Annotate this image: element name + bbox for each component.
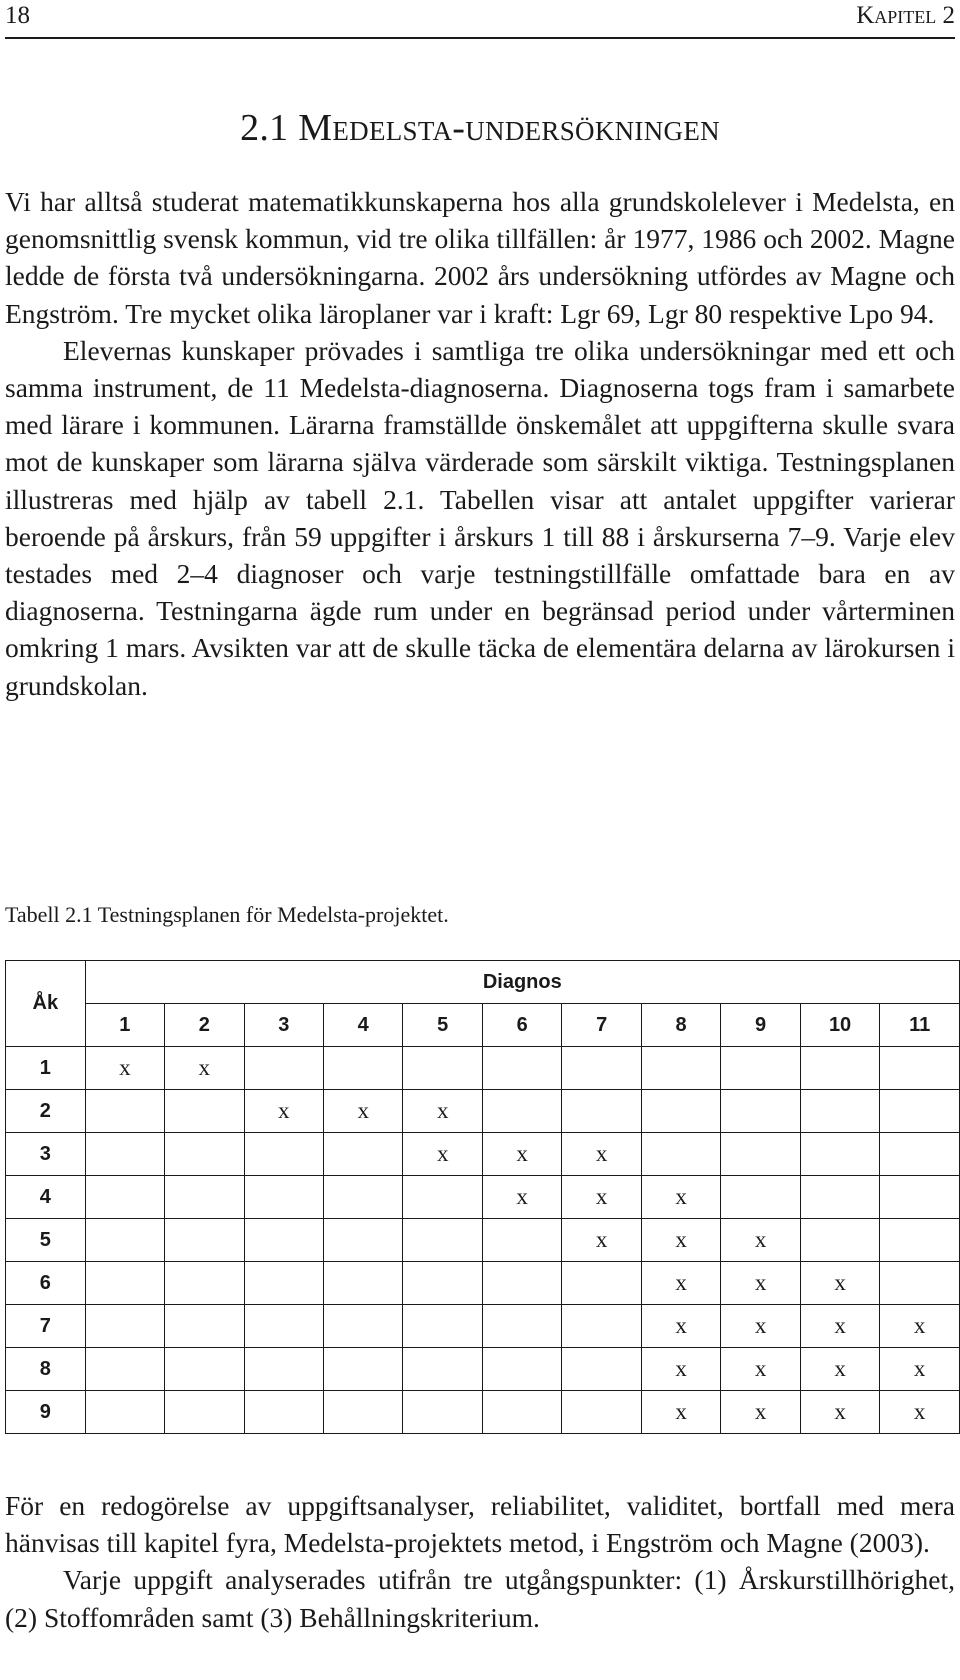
grade-label: 7 [6, 1305, 86, 1348]
empty-cell [562, 1047, 641, 1090]
empty-cell [244, 1262, 323, 1305]
empty-cell [403, 1219, 482, 1262]
grade-label: 8 [6, 1348, 86, 1391]
empty-cell [85, 1305, 164, 1348]
diagnosis-number-header: 1 [85, 1004, 164, 1047]
empty-cell [880, 1133, 960, 1176]
diagnosis-mark-cell: x [641, 1262, 720, 1305]
empty-cell [165, 1348, 244, 1391]
diagnosis-number-header: 8 [641, 1004, 720, 1047]
empty-cell [721, 1090, 800, 1133]
empty-cell [85, 1133, 164, 1176]
grade-label: 1 [6, 1047, 86, 1090]
diagnosis-number-header: 6 [482, 1004, 561, 1047]
diagnosis-mark-cell: x [562, 1133, 641, 1176]
table-header-row [6, 961, 960, 1004]
empty-cell [641, 1047, 720, 1090]
empty-cell [482, 1262, 561, 1305]
empty-cell [85, 1090, 164, 1133]
empty-cell [880, 1047, 960, 1090]
empty-cell [244, 1305, 323, 1348]
empty-cell [403, 1391, 482, 1434]
empty-cell [562, 1090, 641, 1133]
grade-column-header: Åk [6, 961, 86, 1047]
empty-cell [880, 1262, 960, 1305]
diagnosis-mark-cell: x [641, 1305, 720, 1348]
empty-cell [880, 1176, 960, 1219]
diagnosis-number-header: 2 [165, 1004, 244, 1047]
empty-cell [323, 1305, 402, 1348]
diagnosis-mark-cell: x [641, 1348, 720, 1391]
running-head: Kapitel 2 [856, 2, 955, 29]
empty-cell [403, 1305, 482, 1348]
empty-cell [244, 1348, 323, 1391]
empty-cell [323, 1133, 402, 1176]
diagnosis-number-header: 11 [880, 1004, 960, 1047]
diagnosis-mark-cell: x [800, 1348, 880, 1391]
diagnosis-number-header: 5 [403, 1004, 482, 1047]
empty-cell [85, 1391, 164, 1434]
empty-cell [244, 1391, 323, 1434]
diagnosis-mark-cell: x [800, 1305, 880, 1348]
empty-cell [165, 1305, 244, 1348]
empty-cell [482, 1047, 561, 1090]
empty-cell [562, 1262, 641, 1305]
closing-text [5, 1487, 955, 1636]
grade-label: 5 [6, 1219, 86, 1262]
empty-cell [482, 1090, 561, 1133]
empty-cell [85, 1219, 164, 1262]
diagnosis-number-header: 4 [323, 1004, 402, 1047]
diagnosis-mark-cell: x [482, 1176, 561, 1219]
empty-cell [721, 1047, 800, 1090]
diagnosis-mark-cell: x [800, 1391, 880, 1434]
grade-label: 4 [6, 1176, 86, 1219]
empty-cell [85, 1262, 164, 1305]
empty-cell [85, 1348, 164, 1391]
empty-cell [323, 1262, 402, 1305]
diagnosis-mark-cell: x [85, 1047, 164, 1090]
empty-cell [244, 1133, 323, 1176]
diagnosis-group-header: Diagnos [85, 961, 959, 1004]
closing-paragraph-2: Varje uppgift analyserades utifrån tre utgångspunkter: (1) Årskurstillhörighet, (2) Stoffområden samt (3) Behållningskriterium. [5, 1564, 955, 1633]
table-row [6, 1219, 960, 1262]
empty-cell [165, 1090, 244, 1133]
diagnosis-mark-cell: x [721, 1262, 800, 1305]
grade-label: 2 [6, 1090, 86, 1133]
empty-cell [482, 1348, 561, 1391]
empty-cell [403, 1047, 482, 1090]
empty-cell [165, 1391, 244, 1434]
closing-paragraph-1: För en redogörelse av uppgiftsanalyser, reliabilitet, validitet, bortfall med mera hänvisas till kapitel fyra, Medelsta-projektets metod, i Engström och Magne (2003). [5, 1490, 955, 1559]
diagnosis-mark-cell: x [562, 1219, 641, 1262]
section-title: 2.1 Medelsta-undersökningen [240, 107, 720, 149]
empty-cell [721, 1176, 800, 1219]
empty-cell [641, 1133, 720, 1176]
grade-label: 3 [6, 1133, 86, 1176]
diagnosis-mark-cell: x [165, 1047, 244, 1090]
diagnosis-mark-cell: x [482, 1133, 561, 1176]
empty-cell [403, 1176, 482, 1219]
diagnosis-number-header: 10 [800, 1004, 880, 1047]
empty-cell [562, 1348, 641, 1391]
diagnosis-mark-cell: x [323, 1090, 402, 1133]
diagnosis-mark-cell: x [721, 1305, 800, 1348]
table-body [6, 1047, 960, 1434]
table-row [6, 1348, 960, 1391]
empty-cell [244, 1176, 323, 1219]
diagnosis-number-row [6, 1004, 960, 1047]
table-caption: Tabell 2.1 Testningsplanen för Medelsta-projektet. [5, 902, 449, 927]
empty-cell [323, 1219, 402, 1262]
testing-plan-table [5, 960, 960, 1434]
grade-label: 6 [6, 1262, 86, 1305]
diagnosis-mark-cell: x [641, 1391, 720, 1434]
empty-cell [482, 1305, 561, 1348]
testing-plan-table-wrapper [5, 960, 960, 1434]
empty-cell [800, 1176, 880, 1219]
empty-cell [800, 1219, 880, 1262]
empty-cell [165, 1133, 244, 1176]
diagnosis-mark-cell: x [641, 1176, 720, 1219]
empty-cell [323, 1047, 402, 1090]
empty-cell [323, 1391, 402, 1434]
empty-cell [165, 1176, 244, 1219]
empty-cell [323, 1348, 402, 1391]
empty-cell [721, 1133, 800, 1176]
empty-cell [85, 1176, 164, 1219]
diagnosis-mark-cell: x [721, 1391, 800, 1434]
intro-paragraph-1: Vi har alltså studerat matematikkunskaperna hos alla grundskolelever i Medelsta, en genomsnittlig svensk kommun, vid tre olika tillfällen: år 1977, 1986 och 2002. Magne ledde de första två undersökningarna. 2002 års undersökning utfördes av Magne och Engström. Tre mycket olika läroplaner var i kraft: Lgr 69, Lgr 80 respektive Lpo 94. [5, 186, 955, 329]
empty-cell [482, 1219, 561, 1262]
empty-cell [482, 1391, 561, 1434]
diagnosis-mark-cell: x [403, 1090, 482, 1133]
diagnosis-mark-cell: x [721, 1348, 800, 1391]
header-rule [5, 37, 955, 39]
table-row [6, 1090, 960, 1133]
intro-paragraph-2: Elevernas kunskaper prövades i samtliga tre olika undersökningar med ett och samma instrument, de 11 Medelsta-diagnoserna. Diagnoserna togs fram i samarbete med lärare i kommunen. Lärarna framställde önskemålet att uppgifterna skulle svara mot de kunskaper som lärarna själva värderade som särskilt viktiga. Testningsplanen illustreras med hjälp av tabell 2.1. Tabellen visar att antalet uppgifter varierar beroende på årskurs, från 59 uppgifter i årskurs 1 till 88 i årskurserna 7–9. Varje elev testades med 2–4 diagnoser och varje testningstillfälle omfattade bara en av diagnoserna. Testningarna ägde rum under en begränsad period under vårterminen omkring 1 mars. Avsikten var att de skulle täcka de elementära delarna av lärokursen i grundskolan. [5, 334, 955, 701]
diagnosis-mark-cell: x [562, 1176, 641, 1219]
diagnosis-mark-cell: x [721, 1219, 800, 1262]
empty-cell [641, 1090, 720, 1133]
diagnosis-mark-cell: x [880, 1391, 960, 1434]
table-row [6, 1262, 960, 1305]
empty-cell [323, 1176, 402, 1219]
empty-cell [403, 1262, 482, 1305]
diagnosis-mark-cell: x [800, 1262, 880, 1305]
diagnosis-mark-cell: x [403, 1133, 482, 1176]
empty-cell [880, 1090, 960, 1133]
page-number: 18 [5, 2, 30, 29]
empty-cell [800, 1090, 880, 1133]
diagnosis-number-header: 7 [562, 1004, 641, 1047]
table-row [6, 1176, 960, 1219]
diagnosis-number-header: 3 [244, 1004, 323, 1047]
empty-cell [880, 1219, 960, 1262]
table-row [6, 1047, 960, 1090]
table-row [6, 1305, 960, 1348]
table-row [6, 1391, 960, 1434]
diagnosis-mark-cell: x [880, 1305, 960, 1348]
diagnosis-mark-cell: x [244, 1090, 323, 1133]
empty-cell [562, 1305, 641, 1348]
diagnosis-number-header: 9 [721, 1004, 800, 1047]
table-row [6, 1133, 960, 1176]
intro-text [5, 183, 955, 704]
empty-cell [165, 1219, 244, 1262]
empty-cell [562, 1391, 641, 1434]
empty-cell [244, 1047, 323, 1090]
diagnosis-mark-cell: x [641, 1219, 720, 1262]
empty-cell [403, 1348, 482, 1391]
grade-label: 9 [6, 1391, 86, 1434]
empty-cell [244, 1219, 323, 1262]
empty-cell [165, 1262, 244, 1305]
diagnosis-mark-cell: x [880, 1348, 960, 1391]
empty-cell [800, 1047, 880, 1090]
empty-cell [800, 1133, 880, 1176]
